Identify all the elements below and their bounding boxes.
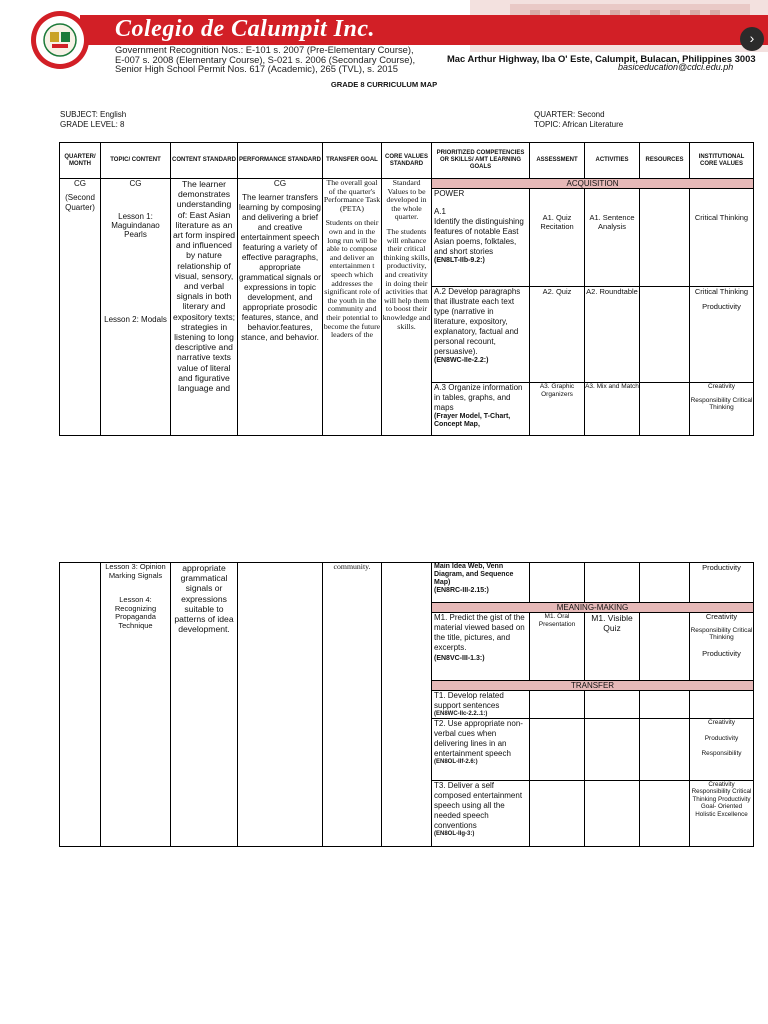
subject-info (60, 110, 126, 130)
a2-value-1: Critical Thinking (694, 287, 749, 296)
m1-value-2: Responsibility Critical Thinking (690, 626, 753, 641)
m1-value-3: Productivity (702, 648, 741, 658)
t3-resources (640, 781, 690, 847)
column-header: TOPIC/ CONTENT (101, 143, 171, 179)
quarter-cell (60, 563, 101, 847)
column-header: PRIORITIZED COMPETENCIES OR SKILLS/ AMT LEARNING GOALS (432, 143, 530, 179)
core-values-text-2: The students will enhance their critical thinking skills, productivity, and creativity in doing their activities that will help them to boost their knowledge and skills. (382, 226, 431, 331)
a2-value-2: Productivity (702, 302, 741, 311)
column-header: QUARTER/ MONTH (60, 143, 101, 179)
t1-assessment (530, 691, 585, 719)
m1-standard-code: (EN8VC-III-1.3:) (434, 655, 485, 662)
t1-activity (585, 691, 640, 719)
a1-code: A.1 (434, 207, 447, 216)
table-row (60, 179, 754, 189)
subject-label: SUBJECT: English (60, 110, 127, 119)
meaning-making-section-label: MEANING-MAKING (432, 603, 754, 613)
column-header: RESOURCES (640, 143, 690, 179)
a3-core-value: Productivity (690, 563, 754, 603)
grade-level-label: GRADE LEVEL: 8 (60, 120, 125, 129)
quarter-value: CG (74, 179, 86, 188)
a1-activity: A1. Sentence Analysis (585, 189, 640, 287)
a3-activity: A3. Mix and Match (585, 383, 640, 436)
competency-t3 (432, 781, 530, 847)
competency-a1 (432, 189, 530, 287)
topic-cg: CG (129, 179, 142, 188)
t2-value-1: Creativity (707, 719, 736, 726)
column-header: CONTENT STANDARD (171, 143, 238, 179)
transfer-goal-text: The overall goal of the quarter's Performance Task (PETA) (323, 178, 381, 213)
quarter-note: (Second Quarter) (65, 193, 95, 212)
transfer-goal-cell (323, 179, 382, 436)
competency-t2 (432, 719, 530, 781)
column-header: ACTIVITIES (585, 143, 640, 179)
competency-a2 (432, 287, 530, 383)
topic-cell (101, 179, 171, 436)
quarter-label: QUARTER: Second (534, 110, 605, 119)
t2-text: T2. Use appropriate non-verbal cues when delivering lines in an entertainment speech (434, 719, 523, 758)
m1-activity: M1. Visible Quiz (585, 613, 640, 681)
performance-standard-cell (238, 563, 323, 847)
school-email: basiceducation@cdci.edu.ph (618, 62, 734, 72)
government-recognition (115, 45, 415, 74)
a3-resources (640, 563, 690, 603)
t1-text: T1. Develop related support sentences (434, 691, 504, 710)
school-seal-logo (8, 10, 112, 70)
transfer-section-label: TRANSFER (432, 681, 754, 691)
column-header: TRANSFER GOAL (323, 143, 382, 179)
t2-standard-code: (EN8OL-IIf-2.6:) (434, 759, 478, 765)
content-standard-cell: appropriate grammatical signals or expressions suitable to patterns of idea development. (171, 563, 238, 847)
a3-standard-code: (EN8RC-III-2.15:) (434, 587, 489, 594)
a3-text: A.3 Organize information in tables, graphs, and maps (434, 383, 523, 412)
t2-core-values (690, 719, 754, 781)
a3-assessment: A3. Graphic Organizers (530, 383, 585, 436)
next-page-button[interactable]: › (740, 27, 764, 51)
a2-assessment: A2. Quiz (530, 287, 585, 383)
a2-activity: A2. Roundtable (585, 287, 640, 383)
performance-standard-cell (238, 179, 323, 436)
t3-standard-code: (EN8OL-IIg-3:) (434, 831, 475, 837)
curriculum-table-page-1 (59, 142, 754, 436)
a3-activity (585, 563, 640, 603)
a3-resources (640, 383, 690, 436)
quarter-cell (60, 179, 101, 436)
column-header: INSTITUTIONAL CORE VALUES (690, 143, 754, 179)
lesson-3: Lesson 3: Opinion Marking Signals (105, 562, 166, 580)
a3-continued-text: Main Idea Web, Venn Diagram, and Sequence Map) (434, 563, 514, 586)
school-name: Colegio de Calumpit Inc. (115, 16, 376, 42)
a3-value-2: Responsibility Critical Thinking (690, 396, 753, 411)
transfer-goal-cell: community. (323, 563, 382, 847)
a2-standard-code: (EN8WC-IIe-2.2:) (434, 357, 489, 364)
topic-cell (101, 563, 171, 847)
a2-core-values (690, 287, 754, 383)
t3-activity (585, 781, 640, 847)
lesson-2: Lesson 2: Modals (104, 315, 167, 324)
a1-text: Identify the distinguishing features of notable East Asian poems, folktales, and short stories (434, 217, 524, 256)
content-standard-text: The learner demonstrates understanding of: East Asian literature as an art form inspired and influenced by nature relationship of visual, sensory, and verbal signals in both literary and expository texts; strategies in listening to long descriptive and narrative texts value of literal and figurative language and (172, 179, 236, 394)
a2-resources (640, 287, 690, 383)
t2-activity (585, 719, 640, 781)
t2-value-2: Productivity (704, 734, 739, 742)
performance-standard-text: The learner transfers learning by composing and delivering a brief and creative entertainment speech featuring a variety of effective paragraphs, appropriate grammatical signals or expressions in topic development, and appropriate prosodic features, stance, and behavior.features, stance, and behavior. (239, 193, 321, 342)
t3-core-values: Creativity Responsibility Critical Thinking Productivity Goal- Oriented Holistic Excellence (690, 781, 754, 847)
table-row (60, 563, 754, 603)
m1-text: M1. Predict the gist of the material viewed based on the title, pictures, and excerpts. (434, 613, 525, 652)
gov-line: E-007 s. 2008 (Elementary Course), S-021 s. 2006 (Secondary Course), (115, 53, 416, 65)
competency-m1 (432, 613, 530, 681)
core-values-standard-cell (382, 563, 432, 847)
a3-assessment (530, 563, 585, 603)
a1-standard-code: (EN8LT-IIb-9.2:) (434, 257, 485, 264)
power-label: POWER (434, 189, 465, 198)
competency-t1 (432, 691, 530, 719)
gov-line: Senior High School Permit Nos. 617 (Academic), 265 (TVL), s. 2015 (115, 63, 398, 75)
content-standard-cell (171, 179, 238, 436)
m1-assessment: M1. Oral Presentation (530, 613, 585, 681)
t2-assessment (530, 719, 585, 781)
column-header: ASSESSMENT (530, 143, 585, 179)
core-values-text: Standard Values to be developed in the whole quarter. (386, 178, 427, 222)
t2-resources (640, 719, 690, 781)
m1-core-values (690, 613, 754, 681)
m1-resources (640, 613, 690, 681)
t1-resources (640, 691, 690, 719)
m1-value-1: Creativity (705, 612, 738, 621)
lesson-1: Lesson 1: Maguindanao Pearls (111, 212, 160, 239)
a1-resources (640, 189, 690, 287)
t3-assessment (530, 781, 585, 847)
table-header-row (60, 143, 754, 179)
a3-standard-code: (Frayer Model, T-Chart, Concept Map, (434, 413, 511, 428)
core-values-standard-cell (382, 179, 432, 436)
lesson-4: Lesson 4: Recognizing Propaganda Technique (114, 595, 157, 630)
t3-text: T3. Deliver a self composed entertainment speech using all the needed speech conventions (434, 781, 523, 830)
topic-label: TOPIC: African Literature (534, 120, 624, 129)
competency-a3 (432, 383, 530, 436)
letterhead (0, 0, 768, 78)
a3-value-1: Creativity (707, 383, 736, 390)
a3-core-values (690, 383, 754, 436)
gov-line: Government Recognition Nos.: E-101 s. 2007 (Pre-Elementary Course), (115, 44, 414, 55)
curriculum-table-page-2 (59, 562, 754, 847)
quarter-info (534, 110, 623, 130)
column-header: PERFORMANCE STANDARD (238, 143, 323, 179)
transfer-goal-text-2: Students on their own and in the long run will be able to compose and deliver an entertainmen t speech which addresses the significant role of the youth in the community and their potential to become the future leaders of the (323, 218, 381, 340)
a1-core-value: Critical Thinking (690, 189, 754, 287)
t2-value-3: Responsibility (701, 750, 742, 757)
a2-text: A.2 Develop paragraphs that illustrate each text type (narrative in literature, expository, explanatory, factual and personal recount, persuasive). (434, 287, 521, 356)
performance-cg: CG (273, 179, 287, 188)
document-title: GRADE 8 CURRICULUM MAP (330, 80, 438, 89)
competency-a3-continued (432, 563, 530, 603)
acquisition-section-label: ACQUISITION (432, 179, 754, 189)
column-header: CORE VALUES STANDARD (382, 143, 432, 179)
school-address: Mac Arthur Highway, Iba O' Este, Calumpit, Bulacan, Philippines 3003 (447, 53, 756, 64)
t1-core-values (690, 691, 754, 719)
a1-assessment: A1. Quiz Recitation (530, 189, 585, 287)
t1-standard-code: (EN8WC-IIc-2.2..1:) (434, 711, 488, 717)
